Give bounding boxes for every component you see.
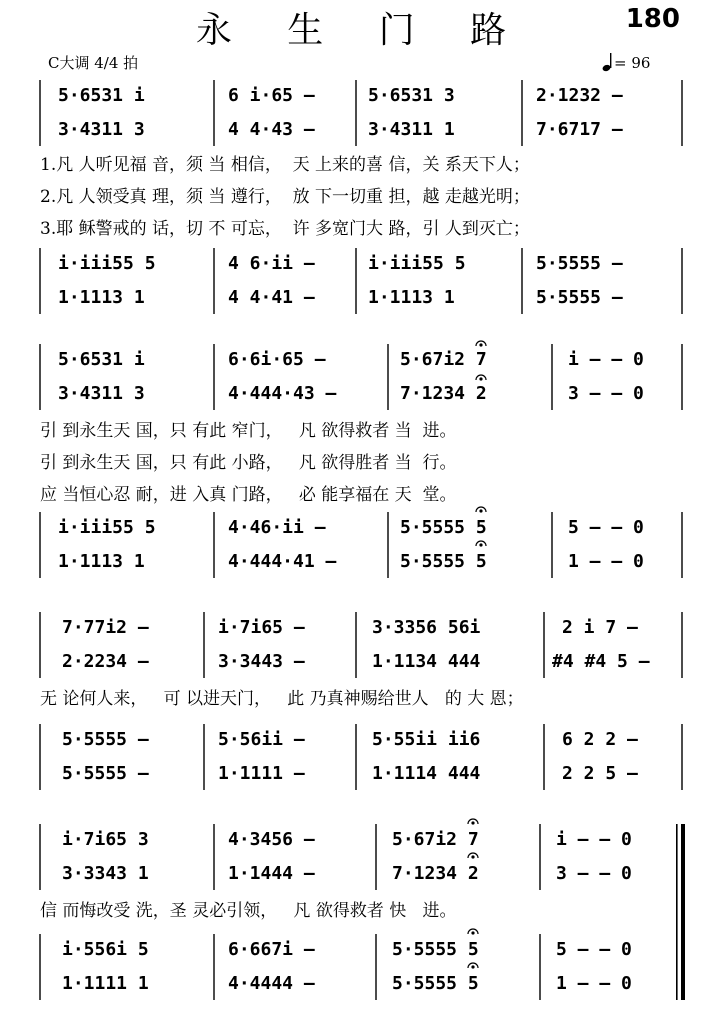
measure: 3·3443 – — [218, 651, 305, 672]
measure: 5·5555 – — [536, 287, 623, 308]
measure: 5·6531 i — [58, 85, 145, 106]
measure: 1·1113 1 — [58, 551, 145, 572]
measure: 5·6531 3 — [368, 85, 455, 106]
tempo-marking — [602, 52, 650, 72]
measure: 6 2 2 – — [562, 729, 638, 750]
measure: 7·77i2 – — [62, 617, 149, 638]
measure: 5·67i2 7 — [400, 349, 487, 370]
system-3-bass — [0, 760, 724, 790]
system-2-tenor — [0, 514, 724, 544]
measure: i – – 0 — [556, 829, 632, 850]
measure: 1·1113 1 — [368, 287, 455, 308]
system-1-bass — [0, 284, 724, 314]
measure: 1 – – 0 — [568, 551, 644, 572]
measure: 6·6i·65 – — [228, 349, 326, 370]
measure: 6·667i – — [228, 939, 315, 960]
measure: i·iii55 5 — [58, 517, 156, 538]
measure: 4·3456 – — [228, 829, 315, 850]
lyric-line: 应 当恒心忍 耐，进 入真 门路， 必 能享福在 天 堂。 — [40, 485, 457, 505]
system-3-melody — [0, 614, 724, 644]
measure: 1·1113 1 — [58, 287, 145, 308]
measure: i – – 0 — [568, 349, 644, 370]
measure: 2 i 7 – — [562, 617, 638, 638]
measure: 4 6·ii – — [228, 253, 315, 274]
measure: 5·5555 – — [62, 729, 149, 750]
measure: 1·1111 – — [218, 763, 305, 784]
measure: 7·6717 – — [536, 119, 623, 140]
system-1-tenor — [0, 250, 724, 280]
measure: i·7i65 – — [218, 617, 305, 638]
measure: 3·4311 3 — [58, 119, 145, 140]
measure: i·iii55 5 — [368, 253, 466, 274]
lyric-line: 1.凡 人听见福 音，须 当 相信， 天 上来的喜 信，关 系天下人； — [40, 155, 530, 175]
measure: 5·5555 – — [536, 253, 623, 274]
measure: 1·1134 444 — [372, 651, 481, 672]
system-2-bass — [0, 548, 724, 578]
measure: 5·5555 5 — [400, 551, 487, 572]
measure: 5 – – 0 — [556, 939, 632, 960]
system-3-alto — [0, 648, 724, 678]
tempo-value: = 96 — [614, 54, 651, 72]
system-4-alto — [0, 860, 724, 890]
system-4-melody — [0, 826, 724, 856]
hymn-number: 180 — [625, 4, 680, 34]
system-3-tenor — [0, 726, 724, 756]
lyric-line: 引 到永生天 国，只 有此 窄门， 凡 欲得救者 当 进。 — [40, 421, 457, 441]
measure: 4·444·41 – — [228, 551, 337, 572]
measure: 5·5555 5 — [392, 939, 479, 960]
measure: 5·67i2 7 — [392, 829, 479, 850]
lyric-line: 引 到永生天 国，只 有此 小路， 凡 欲得胜者 当 行。 — [40, 453, 457, 473]
measure: 3·3343 1 — [62, 863, 149, 884]
measure: 5 – – 0 — [568, 517, 644, 538]
measure: 7·1234 2 — [392, 863, 479, 884]
measure: 5·5555 5 — [392, 973, 479, 994]
measure: 3·4311 1 — [368, 119, 455, 140]
measure: 4·444·43 – — [228, 383, 337, 404]
measure: 5·55ii ii6 — [372, 729, 481, 750]
measure: i·556i 5 — [62, 939, 149, 960]
measure: 2·1232 – — [536, 85, 623, 106]
key-signature: C大调 4/4 拍 — [48, 54, 139, 72]
measure: i·iii55 5 — [58, 253, 156, 274]
measure: 1 – – 0 — [556, 973, 632, 994]
measure: #4 #4 5 – — [552, 651, 650, 672]
measure: 1·1111 1 — [62, 973, 149, 994]
quarter-note-icon — [602, 52, 614, 72]
measure: 3·4311 3 — [58, 383, 145, 404]
measure: 3 – – 0 — [568, 383, 644, 404]
measure: 4 4·43 – — [228, 119, 315, 140]
lyric-line: 2.凡 人领受真 理，须 当 遵行， 放 下一切重 担，越 走越光明； — [40, 187, 530, 207]
measure: 6 i·65 – — [228, 85, 315, 106]
measure: 1·1114 444 — [372, 763, 481, 784]
hymn-title: 永 生 门 路 — [195, 10, 529, 51]
measure: i·7i65 3 — [62, 829, 149, 850]
measure: 4·4444 – — [228, 973, 315, 994]
system-2-melody — [0, 346, 724, 376]
system-2-alto — [0, 380, 724, 410]
measure: 2·2234 – — [62, 651, 149, 672]
measure: 4 4·41 – — [228, 287, 315, 308]
system-1-melody — [0, 82, 724, 112]
measure: 2 2 5 – — [562, 763, 638, 784]
measure: 3·3356 56i — [372, 617, 481, 638]
measure: 5·5555 5 — [400, 517, 487, 538]
measure: 3 – – 0 — [556, 863, 632, 884]
lyric-line: 无 论何人来， 可 以进天门， 此 乃真神赐给世人 的 大 恩； — [40, 689, 524, 709]
measure: 5·5555 – — [62, 763, 149, 784]
measure: 1·1444 – — [228, 863, 315, 884]
lyric-line: 信 而悔改受 洗，圣 灵必引领， 凡 欲得救者 快 进。 — [40, 901, 457, 921]
measure: 5·56ii – — [218, 729, 305, 750]
measure: 4·46·ii – — [228, 517, 326, 538]
system-4-bass — [0, 970, 724, 1000]
system-4-tenor — [0, 936, 724, 966]
lyric-line: 3.耶 稣警戒的 话，切 不 可忘， 许 多宽门大 路，引 人到灭亡； — [40, 219, 530, 239]
measure: 5·6531 i — [58, 349, 145, 370]
system-1-alto — [0, 116, 724, 146]
measure: 7·1234 2 — [400, 383, 487, 404]
